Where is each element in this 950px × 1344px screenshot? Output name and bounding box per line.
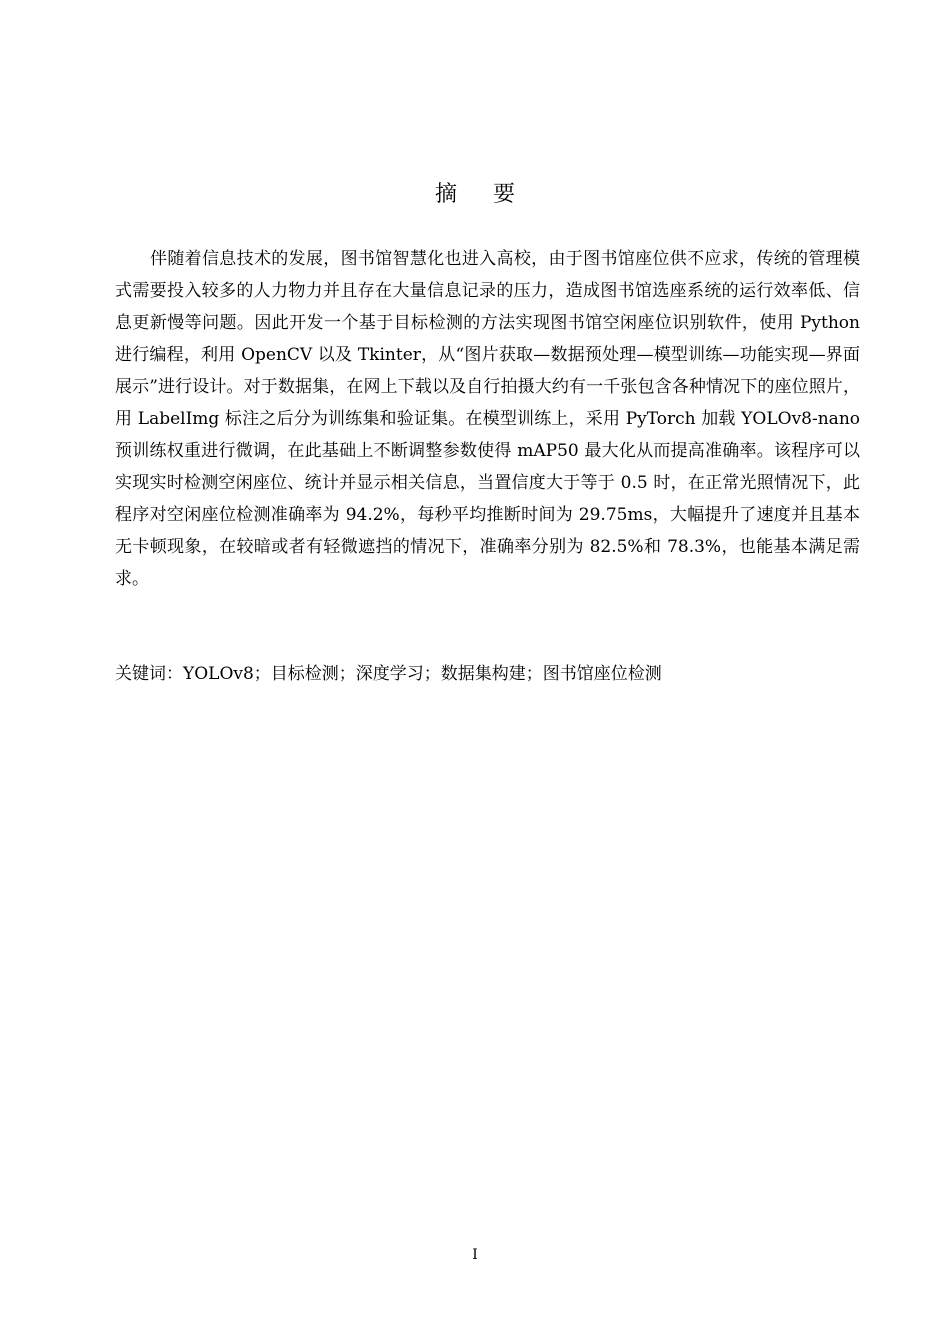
keywords-label: 关键词：	[115, 664, 183, 684]
abstract-body: 伴随着信息技术的发展，图书馆智慧化也进入高校，由于图书馆座位供不应求，传统的管理模式需要投入较多的人力物力并且存在大量信息记录的压力，造成图书馆选座系统的运行效率低、信息更新慢等问题。因此开发一个基于目标检测的方法实现图书馆空闲座位识别软件，使用 Python 进行编程，利用 OpenCV 以及 Tkinter，从“图片获取—数据预处理—模型训练—功能实现—界面展示”进行设计。对于数据集，在网上下载以及自行拍摄大约有一千张包含各种情况下的座位照片，用 LabelImg 标注之后分为训练集和验证集。在模型训练上，采用 PyTorch 加载 YOLOv8-nano 预训练权重进行微调，在此基础上不断调整参数使得 mAP50 最大化从而提高准确率。该程序可以实现实时检测空闲座位、统计并显示相关信息，当置信度大于等于 0.5 时，在正常光照情况下，此程序对空闲座位检测准确率为 94.2%，每秒平均推断时间为 29.75ms，大幅提升了速度并且基本无卡顿现象，在较暗或者有轻微遮挡的情况下，准确率分别为 82.5%和 78.3%，也能基本满足需求。	[115, 249, 860, 589]
abstract-title-char-2: 要	[493, 182, 516, 207]
keywords-text: YOLOv8；目标检测；深度学习；数据集构建；图书馆座位检测	[183, 664, 662, 684]
keywords-line	[115, 659, 860, 689]
page-number: I	[472, 1247, 478, 1263]
abstract-title-char-1: 摘	[434, 182, 457, 207]
abstract-title	[0, 178, 950, 212]
